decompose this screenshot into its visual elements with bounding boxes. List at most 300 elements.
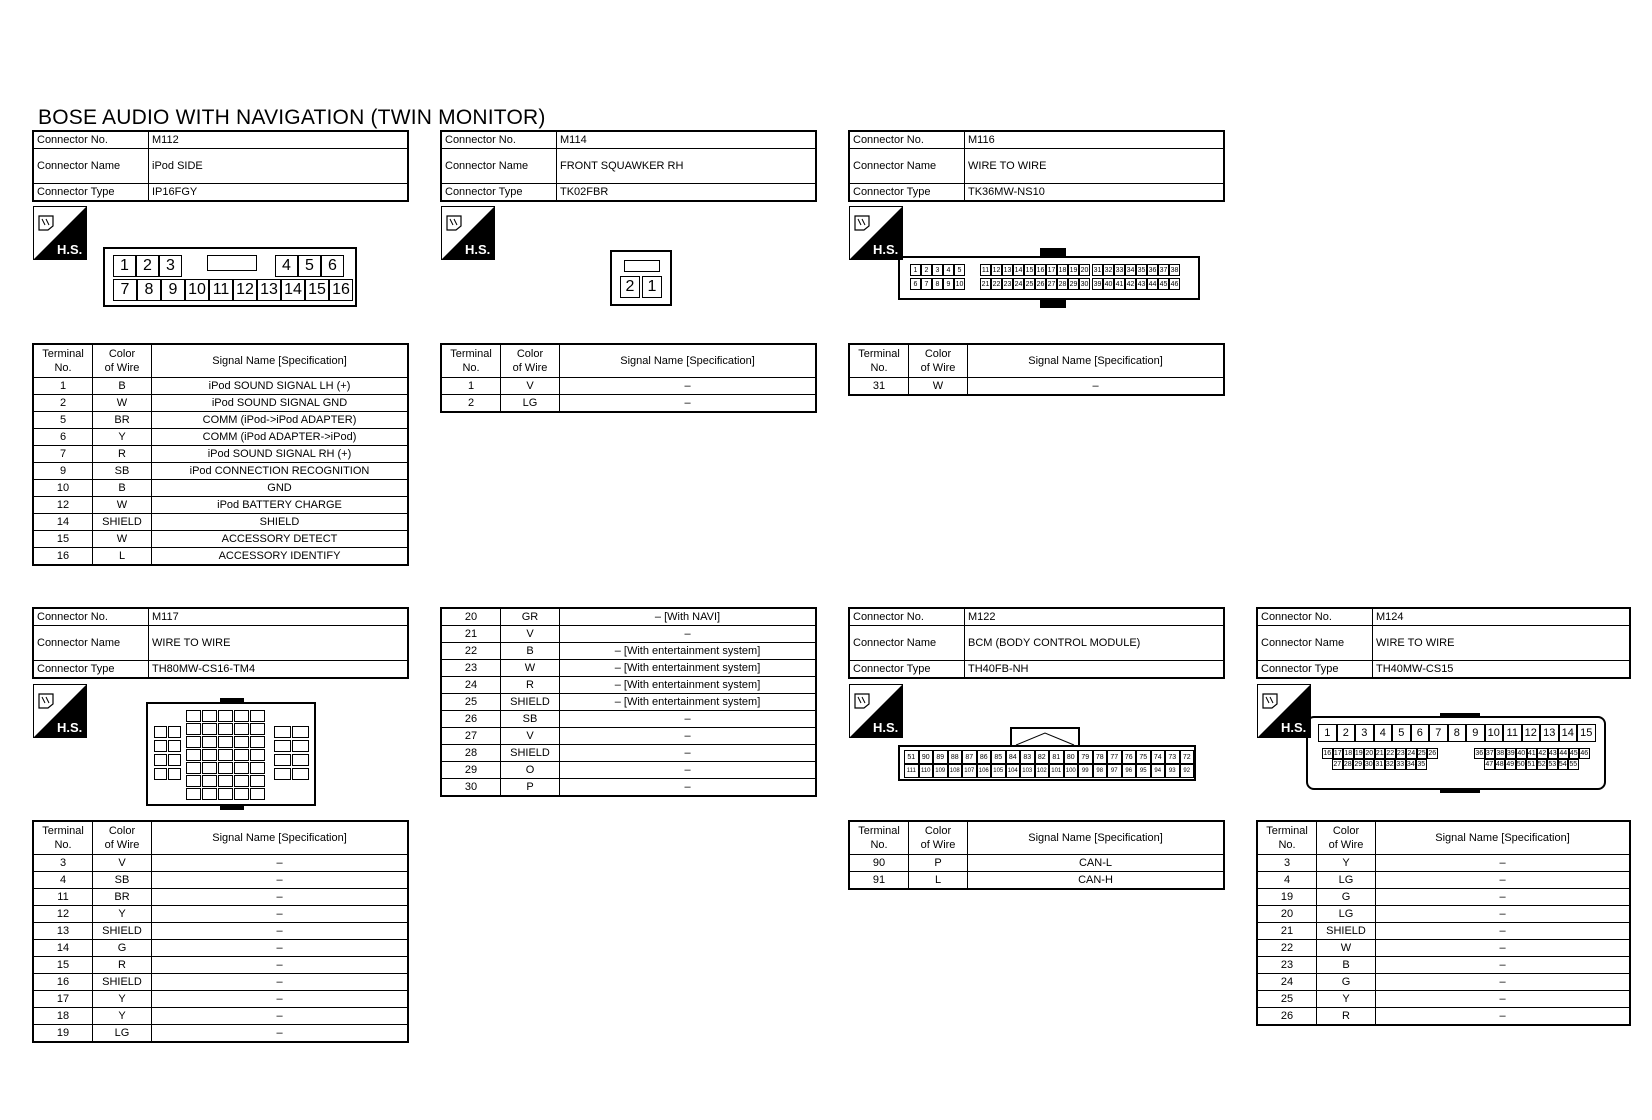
wire-color-cell: SHIELD (93, 923, 152, 940)
terminal-cavity: 11 (980, 264, 991, 276)
label-connector-no: Connector No. (1257, 608, 1373, 626)
color-header: Color of Wire (501, 344, 560, 378)
connector-m122-key (1010, 727, 1080, 747)
table-row (1257, 872, 1630, 889)
signal-name-cell: – [With entertainment system] (560, 694, 817, 711)
label-connector-type: Connector Type (33, 661, 149, 679)
terminal-cavity: 92 (1180, 764, 1195, 778)
terminal-cavity: 23 (1396, 750, 1405, 757)
connector-m117-header (32, 607, 409, 679)
terminal-no-cell: 25 (441, 694, 501, 711)
terminal-cavity (292, 754, 309, 766)
terminal-cavity: 99 (1078, 764, 1093, 778)
terminal-no-cell: 1 (33, 378, 93, 395)
connector-no-value: M122 (965, 608, 1225, 626)
terminal-cavity: 83 (1020, 750, 1035, 764)
table-row (849, 872, 1224, 890)
terminal-cavity: 2 (1337, 724, 1356, 742)
signal-name-cell: – (560, 762, 817, 779)
signal-name-cell: iPod BATTERY CHARGE (152, 497, 409, 514)
signal-name-cell: COMM (iPod->iPod ADAPTER) (152, 412, 409, 429)
terminal-cavity: 4 (1374, 724, 1393, 742)
terminal-no-cell: 15 (33, 531, 93, 548)
hs-icon (1257, 684, 1311, 738)
terminal-cavity: 50 (1516, 761, 1525, 768)
terminal-cavity: 72 (1180, 750, 1195, 764)
signal-header: Signal Name [Specification] (968, 821, 1225, 855)
signal-name-cell: COMM (iPod ADAPTER->iPod) (152, 429, 409, 446)
table-row (441, 378, 816, 395)
signal-name-cell: – (1376, 957, 1631, 974)
terminal-cavity: 85 (991, 750, 1006, 764)
terminal-cavity: 26 (1428, 750, 1437, 757)
signal-name-cell: – (1376, 906, 1631, 923)
terminal-no-cell: 14 (33, 514, 93, 531)
table-row (33, 923, 408, 940)
color-header: Color of Wire (93, 821, 152, 855)
terminal-cavity: 27 (1333, 761, 1342, 768)
hs-icon (849, 206, 903, 260)
terminal-no-cell: 13 (33, 923, 93, 940)
wire-color-cell: P (909, 855, 968, 872)
wire-color-cell: Y (93, 1008, 152, 1025)
terminal-cavity: 49 (1506, 761, 1515, 768)
terminal-no-cell: 10 (33, 480, 93, 497)
wire-color-cell: BR (93, 412, 152, 429)
terminal-cavity: 21 (1375, 750, 1384, 757)
pin-table-m117 (32, 820, 409, 1043)
label-connector-type: Connector Type (849, 661, 965, 679)
wire-color-cell: L (93, 548, 152, 566)
terminal-cavity (218, 788, 233, 800)
signal-header: Signal Name [Specification] (1376, 821, 1631, 855)
terminal-cavity: 18 (1344, 750, 1353, 757)
terminal-cavity: 29 (1068, 278, 1079, 290)
svg-text:H.S.: H.S. (873, 242, 899, 257)
terminal-cavity: 8 (932, 278, 943, 290)
signal-name-cell: ACCESSORY DETECT (152, 531, 409, 548)
terminal-cavity: 75 (1136, 750, 1151, 764)
terminal-no-cell: 27 (441, 728, 501, 745)
wire-color-cell: P (501, 779, 560, 797)
terminal-cavity: 5 (1392, 724, 1411, 742)
terminal-header: Terminal No. (33, 821, 93, 855)
terminal-cavity: 95 (1136, 764, 1151, 778)
signal-name-cell: – (968, 378, 1225, 396)
terminal-cavity: 3 (1355, 724, 1374, 742)
terminal-cavity: 44 (1559, 750, 1568, 757)
terminal-cavity: 12 (1522, 724, 1541, 742)
connector-no-value: M116 (965, 131, 1225, 149)
terminal-cavity: 17 (1046, 264, 1057, 276)
terminal-no-cell: 3 (33, 855, 93, 872)
terminal-no-cell: 19 (33, 1025, 93, 1043)
terminal-cavity (292, 740, 309, 752)
signal-header: Signal Name [Specification] (968, 344, 1225, 378)
wire-color-cell: W (93, 395, 152, 412)
terminal-no-cell: 6 (33, 429, 93, 446)
table-row (33, 446, 408, 463)
terminal-cavity (218, 736, 233, 748)
table-row (1257, 923, 1630, 940)
terminal-no-cell: 11 (33, 889, 93, 906)
connector-m114-header (440, 130, 817, 202)
color-header: Color of Wire (93, 344, 152, 378)
wire-color-cell: O (501, 762, 560, 779)
terminal-cavity: 8 (1448, 724, 1467, 742)
wire-color-cell: BR (93, 889, 152, 906)
table-row (33, 872, 408, 889)
terminal-cavity: 18 (1057, 264, 1068, 276)
table-row (1257, 855, 1630, 872)
table-row (33, 991, 408, 1008)
terminal-cavity (234, 775, 249, 787)
terminal-cavity (218, 710, 233, 722)
terminal-cavity (202, 788, 217, 800)
terminal-cavity (168, 726, 181, 738)
terminal-cavity: 16 (1323, 750, 1332, 757)
terminal-cavity: 35 (1136, 264, 1147, 276)
terminal-cavity (202, 736, 217, 748)
table-row (441, 728, 816, 745)
terminal-no-cell: 20 (1257, 906, 1317, 923)
terminal-cavity (274, 768, 291, 780)
terminal-cavity: 16 (1035, 264, 1046, 276)
terminal-cavity: 108 (948, 764, 963, 778)
table-row (33, 889, 408, 906)
connector-m124-header (1256, 607, 1631, 679)
label-connector-no: Connector No. (849, 608, 965, 626)
terminal-cavity: 35 (1417, 761, 1426, 768)
terminal-cavity: 37 (1158, 264, 1169, 276)
terminal-cavity: 20 (1079, 264, 1090, 276)
terminal-cavity: 17 (1333, 750, 1342, 757)
page-title: BOSE AUDIO WITH NAVIGATION (TWIN MONITOR) (38, 106, 546, 129)
wire-color-cell: SHIELD (93, 974, 152, 991)
pin-table-m122 (848, 820, 1225, 890)
terminal-cavity: 89 (933, 750, 948, 764)
terminal-cavity: 37 (1485, 750, 1494, 757)
terminal-cavity: 2 (921, 264, 932, 276)
signal-name-cell: – (560, 626, 817, 643)
terminal-cavity: 7 (1429, 724, 1448, 742)
terminal-cavity: 27 (1046, 278, 1057, 290)
terminal-cavity: 73 (1165, 750, 1180, 764)
terminal-cavity (154, 768, 167, 780)
pin-table-m112 (32, 343, 409, 566)
wire-color-cell: W (93, 531, 152, 548)
terminal-cavity: 80 (1064, 750, 1079, 764)
terminal-header: Terminal No. (441, 344, 501, 378)
terminal-cavity: 13 (257, 279, 281, 301)
terminal-cavity: 100 (1064, 764, 1079, 778)
terminal-header: Terminal No. (1257, 821, 1317, 855)
signal-name-cell: – (1376, 991, 1631, 1008)
terminal-cavity: 97 (1107, 764, 1122, 778)
terminal-cavity: 38 (1496, 750, 1505, 757)
terminal-cavity: 43 (1136, 278, 1147, 290)
terminal-cavity: 76 (1122, 750, 1137, 764)
connector-no-value: M114 (557, 131, 817, 149)
terminal-cavity: 39 (1506, 750, 1515, 757)
terminal-cavity: 25 (1024, 278, 1035, 290)
terminal-cavity: 45 (1569, 750, 1578, 757)
wire-color-cell: G (1317, 889, 1376, 906)
connector-type-value: TH40FB-NH (965, 661, 1225, 679)
signal-name-cell: – (1376, 872, 1631, 889)
connector-m122-face (898, 745, 1196, 781)
wire-color-cell: SHIELD (1317, 923, 1376, 940)
signal-name-cell: – (1376, 923, 1631, 940)
terminal-cavity (186, 762, 201, 774)
signal-name-cell: – (152, 855, 409, 872)
signal-name-cell: – [With NAVI] (560, 608, 817, 626)
color-header: Color of Wire (1317, 821, 1376, 855)
terminal-cavity: 107 (962, 764, 977, 778)
terminal-cavity (234, 723, 249, 735)
wire-color-cell: R (93, 957, 152, 974)
table-row (33, 429, 408, 446)
terminal-cavity (250, 710, 265, 722)
wire-color-cell: V (501, 378, 560, 395)
terminal-cavity: 45 (1158, 278, 1169, 290)
terminal-cavity: 30 (1079, 278, 1090, 290)
label-connector-no: Connector No. (441, 131, 557, 149)
signal-name-cell: iPod CONNECTION RECOGNITION (152, 463, 409, 480)
terminal-cavity: 1 (1318, 724, 1337, 742)
terminal-cavity: 7 (921, 278, 932, 290)
terminal-no-cell: 23 (1257, 957, 1317, 974)
terminal-no-cell: 1 (441, 378, 501, 395)
terminal-no-cell: 30 (441, 779, 501, 797)
wire-color-cell: L (909, 872, 968, 890)
wire-color-cell: W (501, 660, 560, 677)
terminal-cavity: 39 (1092, 278, 1103, 290)
terminal-cavity (250, 736, 265, 748)
terminal-cavity: 14 (281, 279, 305, 301)
label-connector-no: Connector No. (33, 608, 149, 626)
wire-color-cell: GR (501, 608, 560, 626)
connector-name-value: FRONT SQUAWKER RH (557, 149, 817, 184)
terminal-cavity: 34 (1406, 761, 1415, 768)
terminal-header: Terminal No. (849, 344, 909, 378)
terminal-cavity: 5 (298, 255, 321, 277)
terminal-cavity (250, 775, 265, 787)
connector-type-value: TK02FBR (557, 184, 817, 202)
terminal-cavity: 10 (954, 278, 965, 290)
wire-color-cell: B (93, 480, 152, 497)
terminal-cavity: 51 (904, 750, 919, 764)
signal-name-cell: CAN-H (968, 872, 1225, 890)
signal-name-cell: – (560, 395, 817, 413)
terminal-cavity: 111 (904, 764, 919, 778)
terminal-cavity (274, 726, 291, 738)
signal-name-cell: ACCESSORY IDENTIFY (152, 548, 409, 566)
terminal-cavity: 36 (1147, 264, 1158, 276)
connector-m124-face (1306, 716, 1606, 790)
wire-color-cell: LG (93, 1025, 152, 1043)
pin-table-m124 (1256, 820, 1631, 1026)
terminal-cavity (292, 768, 309, 780)
connector-no-value: M124 (1373, 608, 1631, 626)
terminal-no-cell: 29 (441, 762, 501, 779)
wire-color-cell: LG (1317, 906, 1376, 923)
terminal-cavity (154, 726, 167, 738)
terminal-cavity (234, 710, 249, 722)
terminal-cavity: 8 (137, 279, 161, 301)
terminal-cavity: 55 (1569, 761, 1578, 768)
terminal-cavity: 48 (1495, 761, 1504, 768)
table-row (441, 626, 816, 643)
terminal-cavity (154, 740, 167, 752)
signal-name-cell: – (1376, 855, 1631, 872)
terminal-cavity: 103 (1020, 764, 1035, 778)
terminal-cavity: 47 (1485, 761, 1494, 768)
connector-type-value: TH40MW-CS15 (1373, 661, 1631, 679)
table-row (33, 378, 408, 395)
wire-color-cell: SHIELD (501, 745, 560, 762)
wire-color-cell: LG (501, 395, 560, 413)
wire-color-cell: R (501, 677, 560, 694)
terminal-cavity: 20 (1365, 750, 1374, 757)
terminal-cavity (292, 726, 309, 738)
terminal-cavity: 13 (1002, 264, 1013, 276)
signal-name-cell: – (560, 728, 817, 745)
terminal-no-cell: 15 (33, 957, 93, 974)
terminal-cavity: 32 (1103, 264, 1114, 276)
table-row (441, 745, 816, 762)
terminal-cavity: 32 (1385, 761, 1394, 768)
terminal-cavity (168, 740, 181, 752)
signal-name-cell: – (1376, 940, 1631, 957)
table-row (1257, 974, 1630, 991)
pin-table-m116 (848, 343, 1225, 396)
connector-no-value: M117 (149, 608, 409, 626)
svg-text:H.S.: H.S. (873, 720, 899, 735)
signal-name-cell: – (560, 711, 817, 728)
table-row (441, 677, 816, 694)
wire-color-cell: B (93, 378, 152, 395)
terminal-no-cell: 7 (33, 446, 93, 463)
signal-name-cell: – (1376, 1008, 1631, 1026)
table-row (33, 957, 408, 974)
terminal-cavity: 13 (1540, 724, 1559, 742)
wire-color-cell: Y (93, 429, 152, 446)
terminal-cavity: 33 (1114, 264, 1125, 276)
pin-2: 2 (620, 276, 640, 298)
terminal-cavity: 9 (1466, 724, 1485, 742)
terminal-cavity (202, 762, 217, 774)
terminal-no-cell: 24 (1257, 974, 1317, 991)
terminal-cavity: 31 (1375, 761, 1384, 768)
terminal-cavity: 84 (1006, 750, 1021, 764)
terminal-cavity: 78 (1093, 750, 1108, 764)
wire-color-cell: Y (93, 991, 152, 1008)
terminal-cavity (250, 749, 265, 761)
terminal-cavity: 54 (1558, 761, 1567, 768)
connector-name-value: WIRE TO WIRE (1373, 626, 1631, 661)
terminal-no-cell: 2 (33, 395, 93, 412)
table-row (33, 940, 408, 957)
terminal-no-cell: 18 (33, 1008, 93, 1025)
table-row (33, 1008, 408, 1025)
signal-name-cell: – (152, 991, 409, 1008)
terminal-cavity: 9 (943, 278, 954, 290)
terminal-cavity: 25 (1417, 750, 1426, 757)
table-row (1257, 940, 1630, 957)
table-row (33, 974, 408, 991)
terminal-cavity: 96 (1122, 764, 1137, 778)
terminal-cavity: 88 (948, 750, 963, 764)
label-connector-no: Connector No. (33, 131, 149, 149)
table-row (33, 1025, 408, 1043)
terminal-cavity: 46 (1580, 750, 1589, 757)
terminal-cavity: 28 (1057, 278, 1068, 290)
label-connector-name: Connector Name (849, 626, 965, 661)
terminal-cavity: 15 (1024, 264, 1035, 276)
terminal-no-cell: 4 (1257, 872, 1317, 889)
connector-m117-face (146, 702, 316, 806)
wire-color-cell: Y (1317, 991, 1376, 1008)
table-row (1257, 1008, 1630, 1026)
signal-name-cell: – (152, 940, 409, 957)
terminal-cavity (250, 788, 265, 800)
terminal-cavity: 40 (1517, 750, 1526, 757)
terminal-cavity: 38 (1169, 264, 1180, 276)
terminal-cavity: 102 (1035, 764, 1050, 778)
signal-name-cell: – (1376, 974, 1631, 991)
terminal-cavity (218, 775, 233, 787)
terminal-no-cell: 20 (441, 608, 501, 626)
wire-color-cell: G (1317, 974, 1376, 991)
terminal-header: Terminal No. (849, 821, 909, 855)
terminal-cavity: 12 (233, 279, 257, 301)
wire-color-cell: SHIELD (93, 514, 152, 531)
terminal-cavity (234, 762, 249, 774)
terminal-no-cell: 24 (441, 677, 501, 694)
terminal-cavity: 98 (1093, 764, 1108, 778)
terminal-cavity: 42 (1538, 750, 1547, 757)
terminal-cavity: 28 (1343, 761, 1352, 768)
terminal-cavity: 77 (1107, 750, 1122, 764)
color-header: Color of Wire (909, 821, 968, 855)
terminal-cavity (250, 762, 265, 774)
signal-name-cell: – (1376, 889, 1631, 906)
table-row (33, 906, 408, 923)
terminal-cavity (234, 736, 249, 748)
signal-name-cell: GND (152, 480, 409, 497)
signal-name-cell: – (152, 974, 409, 991)
hs-icon (441, 206, 495, 260)
table-row (441, 779, 816, 797)
terminal-no-cell: 19 (1257, 889, 1317, 906)
terminal-cavity (202, 775, 217, 787)
terminal-cavity: 43 (1548, 750, 1557, 757)
terminal-cavity: 44 (1147, 278, 1158, 290)
terminal-cavity: 52 (1537, 761, 1546, 768)
terminal-cavity: 6 (910, 278, 921, 290)
label-connector-name: Connector Name (849, 149, 965, 184)
table-row (1257, 991, 1630, 1008)
terminal-cavity: 41 (1114, 278, 1125, 290)
terminal-no-cell: 21 (441, 626, 501, 643)
wire-color-cell: V (93, 855, 152, 872)
terminal-cavity: 36 (1475, 750, 1484, 757)
terminal-no-cell: 23 (441, 660, 501, 677)
terminal-cavity: 6 (1411, 724, 1430, 742)
terminal-cavity: 94 (1151, 764, 1166, 778)
connector-m114-face (610, 250, 672, 306)
